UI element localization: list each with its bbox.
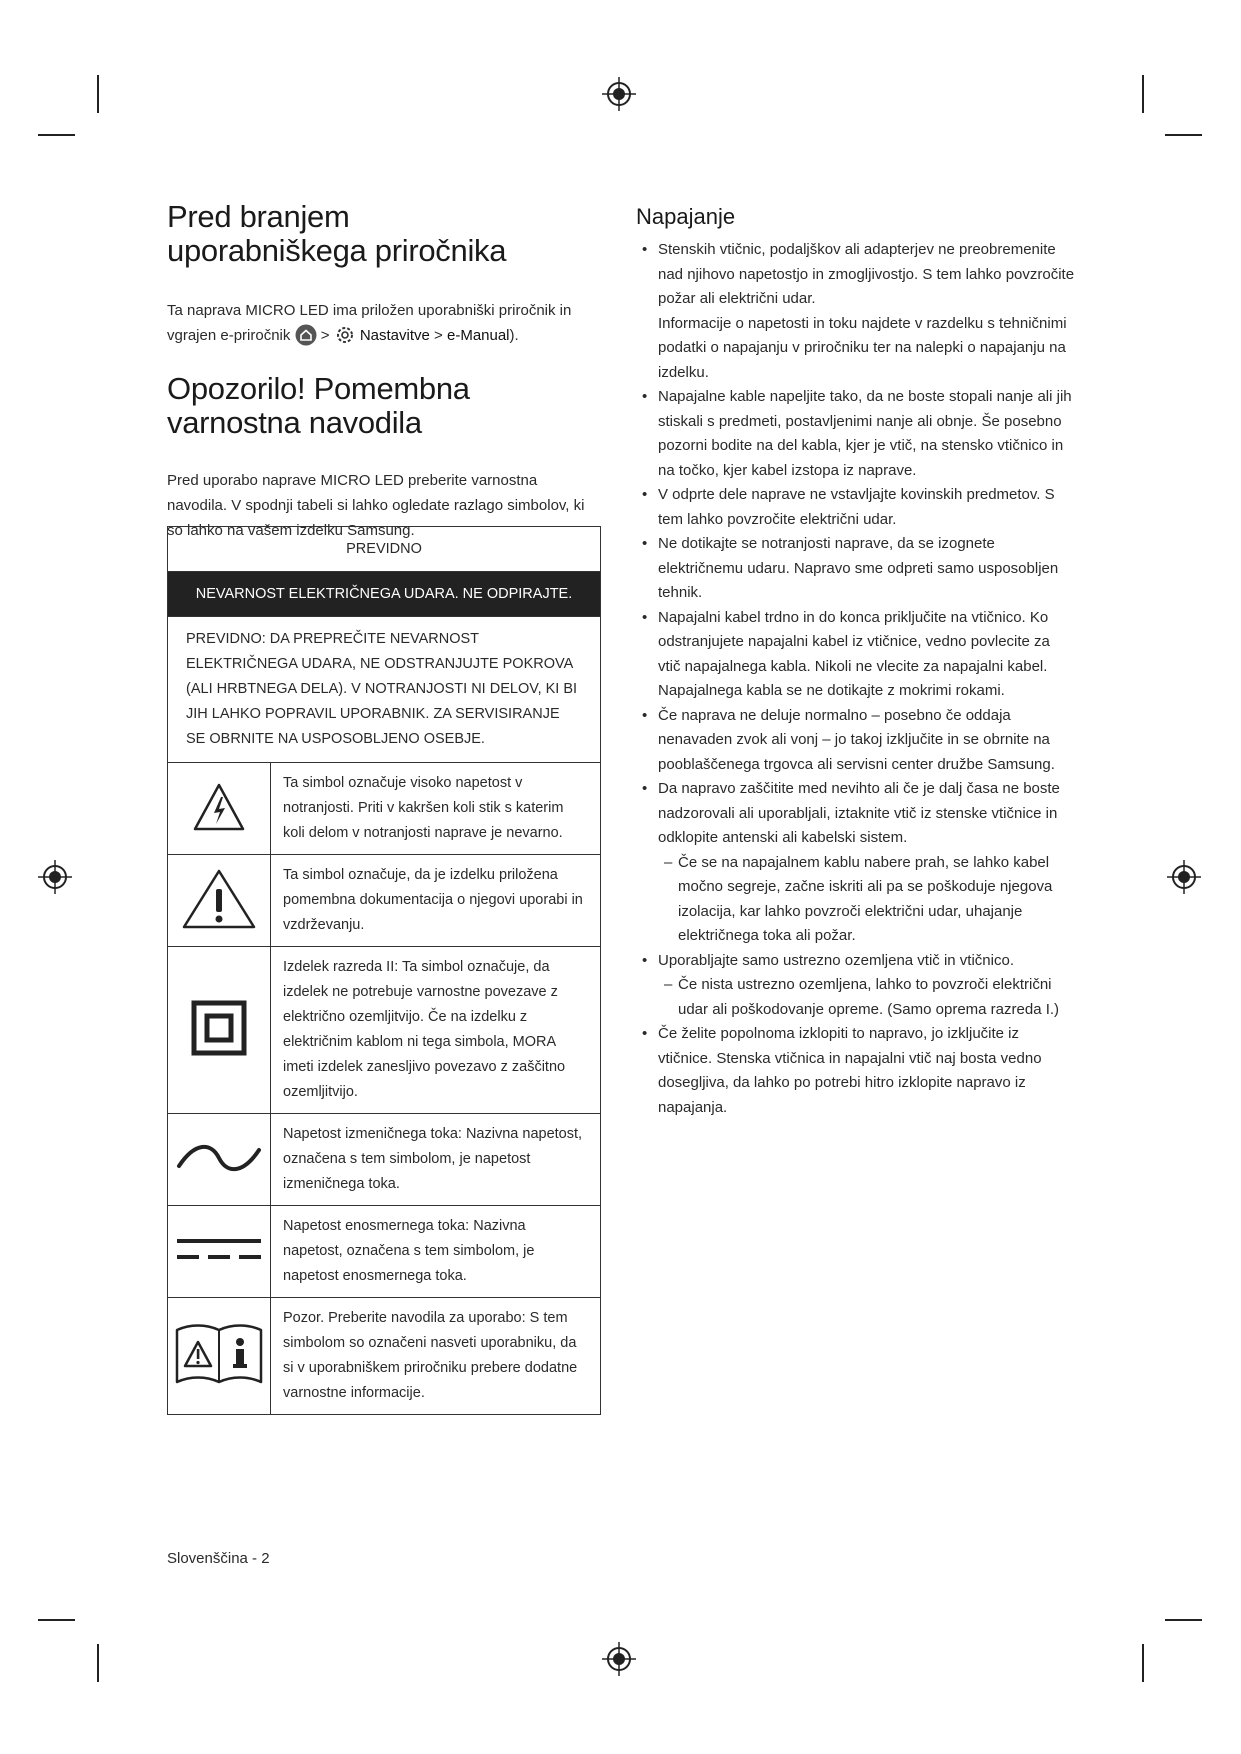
section-title-safety: Opozorilo! Pomembna varnostna navodila [167,371,470,440]
list-item-text: Če želite popolnoma izklopiti to napravo, jo izključite iz vtičnice. Stenska vtičnica in napajalni vtič naj bosta vedno dosegljiva, da lahko po potrebi hitro izklopite napravo iz napajanja. [658,1025,1042,1116]
exclamation-warning-icon [181,868,257,930]
list-item-extra: Informacije o napetosti in toku najdete v razdelku s tehničnimi podatki o napajanju v priročniku ter na nalepki o napajanju na izdelku. [658,314,1067,381]
crop-mark [38,1619,75,1621]
page-footer: Slovenščina - 2 [167,1550,270,1567]
right-column [636,204,1076,1120]
bullet: • [642,486,648,503]
read-manual-icon [174,1322,264,1386]
list-item [636,532,1076,606]
list-item-text: Stenskih vtičnic, podaljškov ali adapterjev ne preobremenite nad njihovo napetostjo in zmogljivostjo. S tem lahko povzročite požar ali električni udar. [658,241,1075,307]
sub-item [636,973,1076,1022]
crop-mark [1165,134,1202,136]
bullet: • [642,241,648,258]
ac-voltage-icon [175,1140,263,1176]
crop-mark [1165,1619,1202,1621]
symbol-description: Ta simbol označuje, da je izdelku priložena pomembna dokumentacija o njegovi uporabi in vzdrževanju. [271,855,601,947]
symbol-cell [168,1298,271,1415]
symbol-description: Napetost enosmernega toka: Nazivna napetost, označena s tem simbolom, je napetost enosmernega toka. [271,1206,601,1298]
list-item [636,483,1076,532]
dash: – [664,976,673,993]
list-item [636,238,1076,385]
symbol-cell [168,1114,271,1206]
bullet: • [642,780,648,797]
list-item [636,777,1076,949]
symbol-description: Izdelek razreda II: Ta simbol označuje, da izdelek ne potrebuje varnostne povezave z električno ozemljitvijo. Če na izdelku z električnim kablom ni tega simbola, MORA imeti izdelek zanesljivo povezavo z zaščitno ozemljitvijo. [271,947,601,1114]
safety-intro: Pred uporabo naprave MICRO LED preberite varnostna navodila. V spodnji tabeli si lahko ogledate razlago simbolov, ki so lahko na vašem izdelku Samsung. [167,472,585,539]
intro-text: Ta naprava MICRO LED ima priložen uporabniški priročnik in vgrajen e-priročnik [167,302,572,344]
sub-item-text: Če nista ustrezno ozemljena, lahko to povzroči električni udar ali poškodovanje opreme. (Samo oprema razreda I.) [678,976,1060,1018]
registration-mark-icon [602,1642,636,1676]
list-item-text: Ne dotikajte se notranjosti naprave, da se izognete električnemu udaru. Napravo sme odpreti samo usposobljen tehnik. [658,535,1059,601]
symbols-table [167,526,601,1415]
list-item-text: Napajalne kable napeljite tako, da ne boste stopali nanje ali jih stiskali s predmeti, postavljenimi nanje ali obnje. Še posebno pozorni bodite na del kabla, kjer je vtič, na stensko vtičnico in na točko, kjer kabel izstopa iz naprave. [658,388,1072,479]
settings-label: Nastavitve [359,327,430,344]
list-item [636,704,1076,778]
symbol-cell [168,855,271,947]
crop-mark [1142,1644,1144,1682]
sub-item-text: Če se na napajalnem kablu nabere prah, se lahko kabel močno segreje, začne iskriti ali pa se poškoduje njegova izolacija, kar lahko povzroči električni udar, uhajanje električnega toka ali požar. [678,853,1053,944]
bullet: • [642,951,648,969]
crop-mark [38,134,75,136]
registration-mark-icon [1167,860,1201,894]
symbol-description: Napetost izmeničnega toka: Nazivna napetost, označena s tem simbolom, je napetost izmeničnega toka. [271,1114,601,1206]
path-separator: > [320,327,330,344]
list-item-text: Uporabljajte samo ustrezno ozemljena vtič in vtičnico. [658,951,1014,969]
list-item [636,606,1076,704]
lightning-warning-icon [192,782,246,832]
symbol-description: Pozor. Preberite navodila za uporabo: S tem simbolom so označeni nasveti uporabniku, da si v uporabniškem priročniku prebere dodatne varnostne informacije. [271,1298,601,1415]
crop-mark [1142,75,1144,113]
left-column [167,200,607,543]
bullet: • [642,608,648,626]
list-item-text: Da napravo zaščitite med nevihto ali če je dalj časa ne boste nadzorovali ali uporabljali, iztaknite vtič iz stenske vtičnice in odklopite antenski ali kabelski sistem. [658,780,1060,846]
danger-banner: NEVARNOST ELEKTRIČNEGA UDARA. NE ODPIRAJTE. [168,572,601,617]
dash: – [664,853,673,871]
power-rules-list [636,238,1076,1120]
intro-paragraph [167,298,597,348]
crop-mark [97,1644,99,1682]
sub-item [636,851,1076,949]
list-item-text: V odprte dele naprave ne vstavljajte kovinskih predmetov. S tem lahko povzročite električni udar. [658,486,1055,528]
registration-mark-icon [38,860,72,894]
page-title: Pred branjem uporabniškega priročnika [167,199,507,268]
list-item [636,385,1076,483]
bullet: • [642,388,648,405]
registration-mark-icon [602,77,636,111]
symbol-cell [168,1206,271,1298]
list-item-text: Napajalni kabel trdno in do konca priključite na vtičnico. Ko odstranjujete napajalni kabel iz vtičnice, vedno povlecite za vtič napajalnega kabla. Nikoli ne vlecite za napajalni kabel. Napajalnega kabla se ne dotikajte z mokrimi rokami. [658,608,1050,699]
double-insulation-icon [191,1000,247,1056]
path-separator: > [434,327,443,344]
list-item-text: Če naprava ne deluje normalno – posebno če oddaja nenavaden zvok ali vonj – jo takoj izključite in se obrnite na pooblaščenega trgovca ali servisni center družbe Samsung. [658,706,1055,773]
list-item [636,1022,1076,1120]
bullet: • [642,535,648,552]
section-title-power: Napajanje [636,204,736,229]
crop-mark [97,75,99,113]
symbol-cell [168,763,271,855]
gear-icon [334,324,356,346]
path-close: ). [509,327,519,344]
home-icon [295,324,317,346]
manual-label: e-Manual [446,327,510,344]
bullet: • [642,1025,648,1042]
symbol-cell [168,947,271,1114]
table-header: PREVIDNO [168,527,601,572]
list-item [636,949,1076,1023]
dc-voltage-icon [175,1235,263,1265]
bullet: • [642,706,648,724]
symbol-description: Ta simbol označuje visoko napetost v notranjosti. Priti v kakršen koli stik s katerim koli delom v notranjosti naprave je nevarno. [271,763,601,855]
caution-text: PREVIDNO: DA PREPREČITE NEVARNOST ELEKTRIČNEGA UDARA, NE ODSTRANJUJTE POKROVA (ALI HRBTNEGA DELA). V NOTRANJOSTI NI DELOV, KI BI JIH LAHKO POPRAVIL UPORABNIK. ZA SERVISIRANJE SE OBRNITE NA USPOSOBLJENO OSEBJE. [168,617,601,763]
